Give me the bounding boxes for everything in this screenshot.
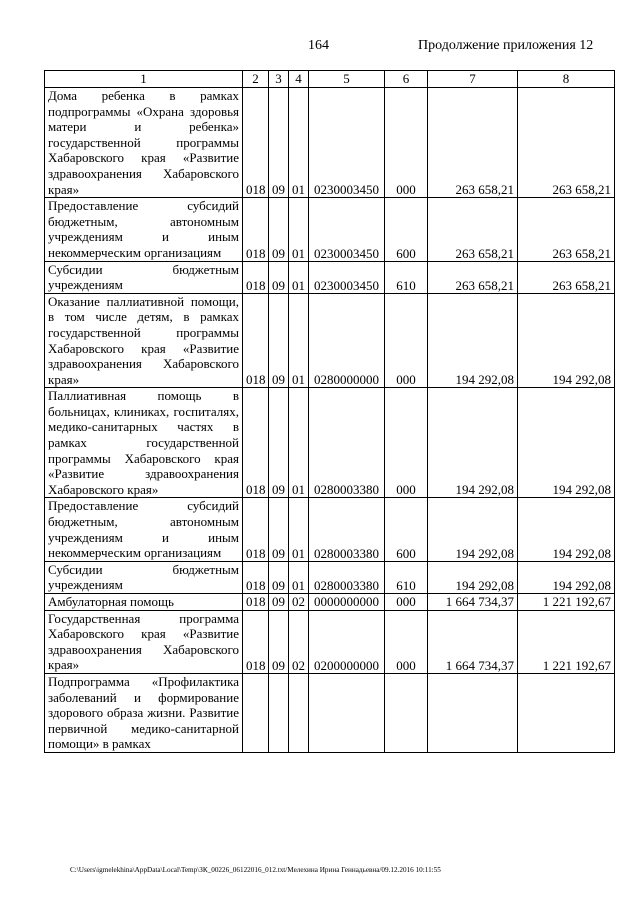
- row-name: Амбулаторная помощь: [45, 594, 243, 611]
- row-amount-2: 1 221 192,67: [518, 594, 615, 611]
- row-ministry-code: 018: [243, 594, 269, 611]
- row-ministry-code: 018: [243, 561, 269, 593]
- row-target-code: 0230003450: [309, 198, 385, 261]
- row-amount-1: 1 664 734,37: [428, 610, 518, 673]
- row-amount-2: [518, 673, 615, 752]
- table-row: [45, 293, 615, 388]
- row-section-code: 09: [269, 88, 289, 198]
- row-target-code: [309, 673, 385, 752]
- row-subsection-code: 02: [289, 610, 309, 673]
- row-subsection-code: 02: [289, 594, 309, 611]
- row-name: Государственная программа Хабаровского края «Развитие здравоохранения Хабаровского края»: [45, 610, 243, 673]
- row-ministry-code: 018: [243, 293, 269, 388]
- row-target-code: 0230003450: [309, 88, 385, 198]
- row-amount-1: [428, 673, 518, 752]
- row-amount-1: 1 664 734,37: [428, 594, 518, 611]
- row-section-code: 09: [269, 198, 289, 261]
- row-target-code: 0280003380: [309, 388, 385, 498]
- row-ministry-code: 018: [243, 498, 269, 561]
- row-amount-2: 194 292,08: [518, 388, 615, 498]
- row-ministry-code: 018: [243, 198, 269, 261]
- row-subsection-code: 01: [289, 388, 309, 498]
- row-subsection-code: 01: [289, 293, 309, 388]
- table-row: [45, 88, 615, 198]
- table-row: [45, 673, 615, 752]
- table-row: [45, 498, 615, 561]
- row-amount-2: 194 292,08: [518, 561, 615, 593]
- row-section-code: 09: [269, 388, 289, 498]
- row-expense-type: 610: [385, 261, 428, 293]
- row-name: Предоставление субсидий бюджетным, автономным учреждениям и иным некоммерческим организациям: [45, 498, 243, 561]
- row-ministry-code: 018: [243, 88, 269, 198]
- row-expense-type: [385, 673, 428, 752]
- table-row: [45, 388, 615, 498]
- row-name: Паллиативная помощь в больницах, клиниках, госпиталях, медико-санитарных частях в рамках государственной программы Хабаровского края «Развитие здравоохранения Хабаровского края»: [45, 388, 243, 498]
- row-amount-2: 263 658,21: [518, 198, 615, 261]
- row-subsection-code: [289, 673, 309, 752]
- row-subsection-code: 01: [289, 88, 309, 198]
- row-ministry-code: [243, 673, 269, 752]
- row-expense-type: 000: [385, 388, 428, 498]
- row-name: Подпрограмма «Профилактика заболеваний и формирование здорового образа жизни. Развитие первичной медико-санитарной помощи» в рамках: [45, 673, 243, 752]
- row-name: Предоставление субсидий бюджетным, автономным учреждениям и иным некоммерческим организациям: [45, 198, 243, 261]
- row-amount-1: 194 292,08: [428, 561, 518, 593]
- row-expense-type: 000: [385, 293, 428, 388]
- row-target-code: 0000000000: [309, 594, 385, 611]
- row-subsection-code: 01: [289, 498, 309, 561]
- row-name: Субсидии бюджетным учреждениям: [45, 261, 243, 293]
- col-3-header: 3: [269, 71, 289, 88]
- row-ministry-code: 018: [243, 388, 269, 498]
- table-row: [45, 261, 615, 293]
- continuation-label: Продолжение приложения 12: [418, 38, 594, 53]
- col-1-header: 1: [45, 71, 243, 88]
- row-amount-1: 194 292,08: [428, 293, 518, 388]
- row-ministry-code: 018: [243, 610, 269, 673]
- row-section-code: 09: [269, 261, 289, 293]
- row-amount-2: 1 221 192,67: [518, 610, 615, 673]
- row-subsection-code: 01: [289, 561, 309, 593]
- row-expense-type: 600: [385, 498, 428, 561]
- row-expense-type: 610: [385, 561, 428, 593]
- row-section-code: 09: [269, 293, 289, 388]
- table-row: [45, 198, 615, 261]
- row-target-code: 0280003380: [309, 498, 385, 561]
- row-target-code: 0200000000: [309, 610, 385, 673]
- row-expense-type: 000: [385, 610, 428, 673]
- col-5-header: 5: [309, 71, 385, 88]
- col-6-header: 6: [385, 71, 428, 88]
- row-amount-2: 263 658,21: [518, 88, 615, 198]
- row-section-code: 09: [269, 561, 289, 593]
- row-expense-type: 600: [385, 198, 428, 261]
- row-amount-2: 194 292,08: [518, 293, 615, 388]
- row-subsection-code: 01: [289, 261, 309, 293]
- row-expense-type: 000: [385, 88, 428, 198]
- page-number: 164: [308, 38, 329, 53]
- row-section-code: 09: [269, 610, 289, 673]
- row-section-code: 09: [269, 594, 289, 611]
- table-row: [45, 594, 615, 611]
- row-section-code: 09: [269, 498, 289, 561]
- row-amount-2: 263 658,21: [518, 261, 615, 293]
- row-amount-1: 263 658,21: [428, 198, 518, 261]
- col-4-header: 4: [289, 71, 309, 88]
- row-amount-1: 263 658,21: [428, 88, 518, 198]
- table-row: [45, 610, 615, 673]
- row-amount-1: 194 292,08: [428, 388, 518, 498]
- row-name: Дома ребенка в рамках подпрограммы «Охрана здоровья матери и ребенка» государственной программы Хабаровского края «Развитие здравоохранения Хабаровского края»: [45, 88, 243, 198]
- row-amount-2: 194 292,08: [518, 498, 615, 561]
- row-name: Субсидии бюджетным учреждениям: [45, 561, 243, 593]
- row-amount-1: 263 658,21: [428, 261, 518, 293]
- col-2-header: 2: [243, 71, 269, 88]
- row-target-code: 0280003380: [309, 561, 385, 593]
- row-target-code: 0230003450: [309, 261, 385, 293]
- row-expense-type: 000: [385, 594, 428, 611]
- row-ministry-code: 018: [243, 261, 269, 293]
- budget-table: [44, 70, 615, 753]
- file-path-footer: C:\Users\igmelekhina\AppData\Local\Temp\ЗК_00226_06122016_012.txt/Мелехина Ирина Геннадьевна/09.12.2016 10:11:55: [70, 866, 441, 874]
- row-name: Оказание паллиативной помощи, в том числе детям, в рамках государственной программы Хабаровского края «Развитие здравоохранения Хабаровского края»: [45, 293, 243, 388]
- row-target-code: 0280000000: [309, 293, 385, 388]
- col-8-header: 8: [518, 71, 615, 88]
- column-number-row: [45, 71, 615, 88]
- row-amount-1: 194 292,08: [428, 498, 518, 561]
- col-7-header: 7: [428, 71, 518, 88]
- row-section-code: [269, 673, 289, 752]
- table-row: [45, 561, 615, 593]
- row-subsection-code: 01: [289, 198, 309, 261]
